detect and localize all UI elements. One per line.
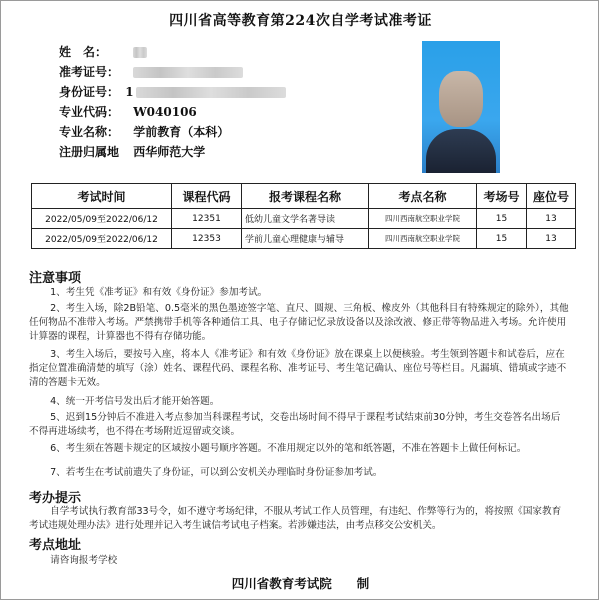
note-item-1: 1、考生凭《准考证》和有效《身份证》参加考试。 [50, 287, 268, 298]
document-title: 四川省高等教育第224次自学考试准考证 [169, 13, 432, 29]
major-code-value: W040106 [133, 105, 197, 119]
cell-room-number: 15 [477, 209, 527, 229]
header-room-number: 考场号 [477, 184, 527, 209]
registration-row [59, 143, 205, 161]
cell-exam-site: 四川西南航空职业学院 [369, 209, 477, 229]
admission-number-redacted [133, 65, 243, 79]
note-item-3: 3、考生入场后，要按号入座，将本人《准考证》和有效《身份证》放在课桌上以便核验。考生领到答题卡和试卷后，应在指定位置准确清楚的填写（涂）姓名、课程代码、课程名称、准考证号、考生笔记确认、座位号等栏目。凡漏填、错填或字迹不清的答题卡无效。 [29, 349, 567, 388]
photo-head-blurred [439, 71, 483, 127]
cell-course-name: 学前儿童心理健康与辅导 [242, 229, 369, 249]
cell-course-code: 12353 [172, 229, 242, 249]
exam-schedule-table [31, 183, 576, 249]
cell-seat-number: 13 [527, 209, 576, 229]
cell-course-name: 低幼儿童文学名著导读 [242, 209, 369, 229]
id-number-row [59, 83, 286, 101]
id-number-label: 身份证号： [59, 85, 120, 99]
admission-number-label: 准考证号： [59, 65, 120, 79]
table-row [32, 209, 576, 229]
header-course-code: 课程代码 [172, 184, 242, 209]
note-item-2: 2、考生入场，除2B铅笔、0.5毫米的黑色墨迹签字笔、直尺、圆规、三角板、橡皮外（其他科目有特殊规定的除外），其他任何物品不准带入考场。严禁携带手机等各种通信工具、电子存储记忆录放设备以及涂改液、修正带等物品进入考场。允许使用计算器的课程，计算器也不得有存储功能。 [29, 303, 569, 342]
name-label: 姓 名： [59, 45, 108, 59]
address-heading: 考点地址 [29, 538, 82, 553]
photo-body-blurred [426, 129, 496, 173]
major-code-row [59, 103, 197, 121]
candidate-photo [422, 41, 500, 173]
notes-heading: 注意事项 [29, 271, 82, 286]
table-row [32, 229, 576, 249]
issuer-footer: 四川省教育考试院 制 [231, 576, 370, 591]
name-row [59, 43, 147, 61]
address-text: 请咨询报考学校 [50, 555, 118, 566]
cell-exam-time: 2022/05/09至2022/06/12 [32, 209, 172, 229]
cell-exam-site: 四川西南航空职业学院 [369, 229, 477, 249]
name-value-redacted [133, 45, 147, 59]
tips-text: 自学考试执行教育部33号令，如不遵守考场纪律，不服从考试工作人员管理，有违纪、作弊等行为的，将按照《国家教育考试违规处理办法》进行处理并记入考生诚信考试电子档案。若涉嫌违法，由考点移交公安机关。 [29, 506, 562, 531]
note-item-7: 7、若考生在考试前遗失了身份证，可以到公安机关办理临时身份证参加考试。 [50, 467, 383, 478]
header-course-name: 报考课程名称 [242, 184, 369, 209]
id-number-prefix: 1 [125, 85, 134, 99]
cell-course-code: 12351 [172, 209, 242, 229]
cell-seat-number: 13 [527, 229, 576, 249]
registration-value: 西华师范大学 [133, 145, 206, 159]
id-number-value [125, 85, 285, 99]
cell-exam-time: 2022/05/09至2022/06/12 [32, 229, 172, 249]
major-name-row [59, 123, 229, 141]
note-item-5: 5、迟到15分钟后不准进入考点参加当科课程考试，交卷出场时间不得早于课程考试结束前30分钟，考生交卷答名出场后不得再进场续考，也不得在考场附近逗留或交谈。 [29, 412, 561, 437]
header-exam-time: 考试时间 [32, 184, 172, 209]
note-item-6: 6、考生须在答题卡规定的区域按小题号顺序答题。不准用规定以外的笔和纸答题，不准在答题卡上做任何标记。 [50, 443, 527, 454]
major-code-label: 专业代码： [59, 105, 120, 119]
header-exam-site: 考点名称 [369, 184, 477, 209]
header-seat-number: 座位号 [527, 184, 576, 209]
registration-label: 注册归属地 [59, 145, 120, 159]
cell-room-number: 15 [477, 229, 527, 249]
note-item-4: 4、统一开考信号发出后才能开始答题。 [50, 396, 220, 407]
major-name-label: 专业名称： [59, 125, 120, 139]
tips-heading: 考办提示 [29, 491, 82, 506]
admission-number-row [59, 63, 243, 81]
major-name-value: 学前教育（本科） [133, 125, 230, 139]
table-header-row [32, 184, 576, 209]
